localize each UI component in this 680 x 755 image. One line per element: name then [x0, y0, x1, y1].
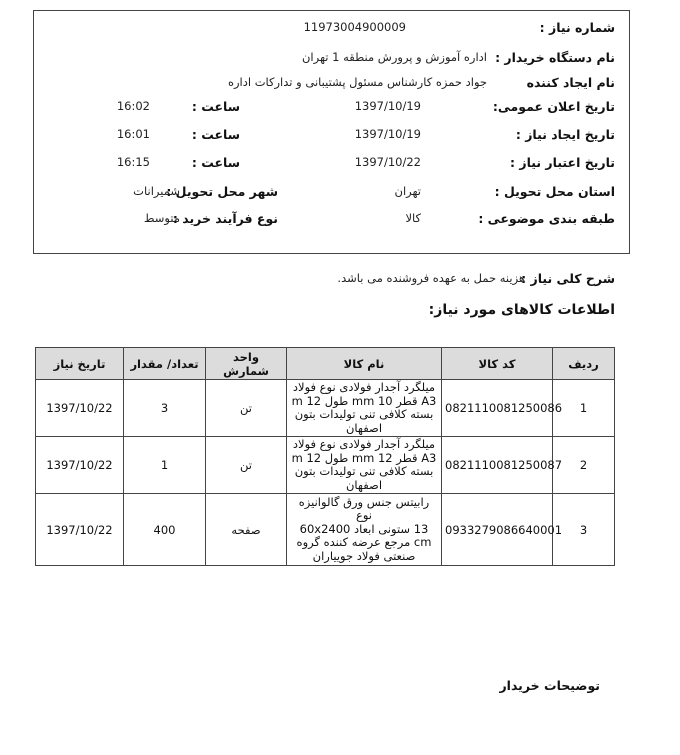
general-description-value: هزینه حمل به عهده فروشنده می باشد.	[337, 271, 525, 285]
item-name-line: میلگرد آجدار فولادی نوع فولاد	[292, 437, 436, 451]
delivery-province-value: تهران	[394, 184, 421, 198]
items-section-title: اطلاعات کالاهای مورد نیاز:	[428, 302, 615, 318]
header-row-number: ردیف	[553, 348, 615, 380]
delivery-province-label: استان محل تحویل :	[494, 184, 615, 199]
buyer-notes-label: توضیحات خریدار	[499, 678, 600, 693]
item-name-cell	[287, 437, 442, 494]
creator-label: نام ایجاد کننده	[526, 75, 615, 90]
quantity-cell: 400	[124, 494, 206, 566]
header-unit: واحد شمارش	[206, 348, 287, 380]
item-name-line: میلگرد آجدار فولادی نوع فولاد	[292, 380, 436, 394]
item-name-line: رابیتس جنس ورق گالوانیزه نوع	[298, 494, 430, 523]
header-item-name: نام کالا	[287, 348, 442, 380]
validity-date-value: 1397/10/22	[354, 155, 421, 169]
item-code-cell: 0821110081250087	[442, 437, 553, 494]
need-number-label: شماره نیاز :	[539, 20, 615, 35]
creator-value: جواد حمزه کارشناس مسئول پشتیبانی و تدارکات اداره	[227, 75, 487, 89]
item-name-line: 13 ستونی ابعاد 60x2400	[299, 521, 429, 536]
item-name-line: A3 قطر 10 mm طول 12 m	[291, 393, 437, 408]
header-quantity: تعداد/ مقدار	[124, 348, 206, 380]
item-name-cell	[287, 380, 442, 437]
item-code-cell: 0933279086640001	[442, 494, 553, 566]
general-description-label: شرح کلی نیاز :	[521, 271, 615, 286]
delivery-city-label: شهر محل تحویل :	[166, 184, 278, 199]
need-date-cell: 1397/10/22	[36, 437, 124, 494]
creation-date-label: تاریخ ایجاد نیاز :	[515, 127, 615, 142]
announce-time-value: 16:02	[116, 99, 150, 113]
unit-cell: تن	[206, 437, 287, 494]
need-date-cell: 1397/10/22	[36, 380, 124, 437]
creation-date-value: 1397/10/19	[354, 127, 421, 141]
row-number-cell: 3	[553, 494, 615, 566]
announce-date-value: 1397/10/19	[354, 99, 421, 113]
quantity-cell: 1	[124, 437, 206, 494]
unit-cell: صفحه	[206, 494, 287, 566]
item-name-cell	[287, 494, 442, 566]
table-row	[36, 494, 615, 566]
category-label: طبقه بندی موضوعی :	[478, 211, 615, 226]
delivery-city-value: شمیرانات	[133, 184, 180, 198]
table-row	[36, 380, 615, 437]
need-number-value: 11973004900009	[303, 20, 406, 34]
table-header-row	[36, 348, 615, 380]
process-type-value: متوسط	[143, 211, 180, 225]
items-table	[35, 347, 615, 566]
row-number-cell: 1	[553, 380, 615, 437]
item-name-line: اصفهان	[345, 420, 383, 435]
creation-time-value: 16:01	[116, 127, 150, 141]
item-code-cell: 0821110081250086	[442, 380, 553, 437]
validity-time-label: ساعت :	[191, 155, 240, 170]
announce-date-label: تاریخ اعلان عمومی:	[492, 99, 615, 114]
item-name-line: بسته کلافی تنی تولیدات بتون	[294, 407, 434, 421]
header-need-date: تاریخ نیاز	[36, 348, 124, 380]
item-name-line: صنعتی فولاد جوییاران	[312, 548, 416, 563]
process-type-label: نوع فرآیند خرید :	[172, 211, 278, 226]
need-date-cell: 1397/10/22	[36, 494, 124, 566]
buyer-org-value: اداره آموزش و پرورش منطقه 1 تهران	[301, 50, 487, 64]
item-name-line: A3 قطر 12 mm طول 12 m	[291, 450, 437, 465]
item-name-line: بسته کلافی تنی تولیدات بتون	[294, 464, 434, 478]
quantity-cell: 3	[124, 380, 206, 437]
item-name-line: cm مرجع عرضه کننده گروه	[296, 535, 432, 550]
row-number-cell: 2	[553, 437, 615, 494]
category-value: کالا	[405, 211, 421, 225]
creation-time-label: ساعت :	[191, 127, 240, 142]
buyer-org-label: نام دستگاه خریدار :	[495, 50, 615, 65]
header-item-code: کد کالا	[442, 348, 553, 380]
item-name-line: اصفهان	[345, 477, 383, 492]
announce-time-label: ساعت :	[191, 99, 240, 114]
unit-cell: تن	[206, 380, 287, 437]
validity-time-value: 16:15	[116, 155, 150, 169]
validity-date-label: تاریخ اعتبار نیاز :	[510, 155, 615, 170]
table-row	[36, 437, 615, 494]
